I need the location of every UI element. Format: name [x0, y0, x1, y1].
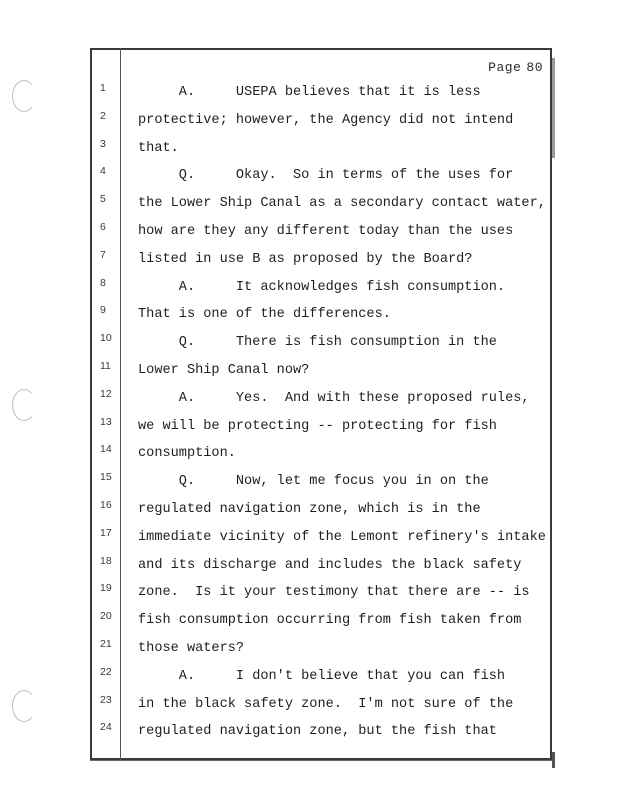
line-number: 23 — [100, 693, 112, 706]
transcript-line — [96, 246, 546, 274]
transcript-line — [96, 607, 546, 635]
frame-shadow — [552, 58, 555, 158]
line-number: 19 — [100, 582, 112, 595]
line-text: the Lower Ship Canal as a secondary contact water, — [138, 196, 546, 212]
line-number: 10 — [100, 332, 112, 345]
transcript-line — [96, 663, 546, 691]
line-text: A. It acknowledges fish consumption. — [138, 279, 506, 295]
line-number: 13 — [100, 415, 112, 428]
line-number: 17 — [100, 526, 112, 539]
line-text: in the black safety zone. I'm not sure of the — [138, 696, 514, 712]
transcript-line — [96, 301, 546, 329]
transcript-line — [96, 440, 546, 468]
transcript-line — [96, 552, 546, 580]
transcript-line — [96, 162, 546, 190]
line-number: 21 — [100, 637, 112, 650]
transcript-line — [96, 413, 546, 441]
transcript-line — [96, 496, 546, 524]
line-number: 12 — [100, 387, 112, 400]
line-number: 15 — [100, 471, 112, 484]
line-text: That is one of the differences. — [138, 307, 391, 323]
punch-hole-top — [12, 80, 36, 112]
transcript-line — [96, 218, 546, 246]
transcript-line — [96, 357, 546, 385]
punch-hole-middle — [12, 389, 36, 421]
line-number: 9 — [100, 304, 106, 317]
line-text: A. USEPA believes that it is less — [138, 85, 481, 100]
punch-hole-bottom — [12, 690, 36, 722]
line-text: those waters? — [138, 640, 245, 656]
bottom-rule — [90, 760, 554, 761]
transcript-line — [96, 524, 546, 552]
line-number: 4 — [100, 165, 106, 178]
line-text: A. I don't believe that you can fish — [138, 668, 506, 684]
line-number: 6 — [100, 220, 106, 233]
line-text: protective; however, the Agency did not intend — [138, 112, 514, 128]
line-text: Q. Okay. So in terms of the uses for — [138, 168, 514, 184]
line-text: A. Yes. And with these proposed rules, — [138, 390, 530, 406]
transcript-line — [96, 107, 546, 135]
line-number: 14 — [100, 443, 112, 456]
bottom-tick — [552, 752, 555, 768]
line-number: 16 — [100, 498, 112, 511]
line-text: that. — [138, 140, 179, 156]
line-text: consumption. — [138, 446, 236, 462]
page-number-label: Page — [488, 60, 522, 75]
line-text: how are they any different today than the uses — [138, 223, 514, 239]
line-text: Q. There is fish consumption in the — [138, 335, 497, 351]
line-text: listed in use B as proposed by the Board? — [138, 251, 473, 267]
line-number: 1 — [100, 82, 106, 94]
line-text: and its discharge and includes the black safety — [138, 557, 522, 573]
line-text: fish consumption occurring from fish taken from — [138, 613, 522, 629]
transcript-line — [96, 579, 546, 607]
transcript-line — [96, 718, 546, 746]
transcript-line — [96, 274, 546, 302]
line-text: Lower Ship Canal now? — [138, 362, 310, 378]
line-number: 8 — [100, 276, 106, 289]
line-number: 22 — [100, 665, 112, 678]
line-number: 5 — [100, 193, 106, 206]
transcript-lines — [96, 79, 546, 746]
transcript-line — [96, 385, 546, 413]
line-text: zone. Is it your testimony that there are -- is — [138, 585, 530, 601]
page-number-value: 80 — [526, 60, 543, 75]
page-number — [488, 60, 543, 75]
transcript-line — [96, 329, 546, 357]
line-number: 2 — [100, 109, 106, 122]
line-text: regulated navigation zone, which is in the — [138, 501, 481, 517]
line-number: 24 — [100, 721, 112, 734]
line-number: 7 — [100, 248, 106, 261]
line-number: 3 — [100, 137, 106, 150]
line-text: Q. Now, let me focus you in on the — [138, 474, 489, 490]
line-number: 11 — [100, 359, 111, 372]
transcript-line — [96, 135, 546, 163]
line-number: 20 — [100, 610, 112, 623]
line-text: regulated navigation zone, but the fish that — [138, 724, 497, 740]
transcript-line — [96, 635, 546, 663]
transcript-line — [96, 468, 546, 496]
transcript-line — [96, 691, 546, 719]
transcript-line — [96, 79, 546, 107]
line-number: 18 — [100, 554, 112, 567]
line-text: we will be protecting -- protecting for fish — [138, 418, 497, 434]
line-text: immediate vicinity of the Lemont refinery's intake — [138, 529, 546, 545]
transcript-line — [96, 190, 546, 218]
